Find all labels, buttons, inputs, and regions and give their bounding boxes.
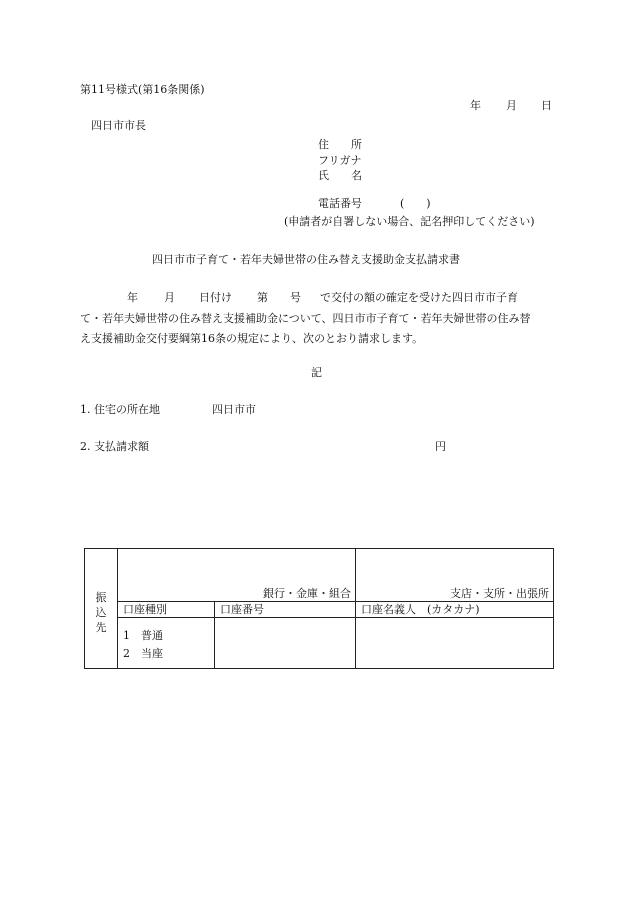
account-number-cell <box>215 618 356 669</box>
date-month-label: 月 <box>506 99 517 112</box>
bank-type-label: 銀行・金庫・組合 <box>263 587 351 600</box>
bank-name-cell <box>118 549 356 602</box>
body-paragraph <box>80 288 552 350</box>
date-year-label: 年 <box>470 99 481 112</box>
signature-note: (申請者が自署しない場合、記名押印してください) <box>284 215 535 228</box>
account-type-ordinary: 1 普通 <box>123 629 163 642</box>
branch-name-cell <box>356 549 554 602</box>
item-amount-label: 2. 支払請求額 <box>80 440 149 453</box>
form-number: 第11号様式(第16条関係) <box>80 83 205 96</box>
account-type-header: 口座種別 <box>118 602 215 618</box>
account-holder-header: 口座名義人 (カタカナ) <box>356 602 554 618</box>
name-label: 氏 名 <box>318 169 362 182</box>
body-line-1: 年 月 日付け 第 号 で交付の額の確定を受けた四日市市子育 <box>127 291 518 304</box>
addressee: 四日市市長 <box>91 119 146 132</box>
date-day-label: 日 <box>541 99 552 112</box>
item-address-label: 1. 住宅の所在地 <box>80 403 160 416</box>
body-line-3: え支援補助金交付要綱第16条の規定により、次のとおり請求します。 <box>80 332 424 345</box>
bank-transfer-table <box>84 548 554 669</box>
document-title: 四日市市子育て・若年夫婦世帯の住み替え支援助金支払請求書 <box>152 253 460 266</box>
branch-type-label: 支店・支所・出張所 <box>450 587 549 600</box>
item-amount-unit: 円 <box>435 440 446 453</box>
transfer-destination-label: 振 込 先 <box>85 549 118 669</box>
furigana-label: フリガナ <box>318 154 362 167</box>
account-holder-cell <box>356 618 554 669</box>
account-type-options <box>118 618 215 669</box>
account-number-header: 口座番号 <box>215 602 356 618</box>
phone-paren: ( ) <box>400 197 431 210</box>
phone-label: 電話番号 <box>318 197 362 210</box>
item-address-value: 四日市市 <box>212 403 256 416</box>
address-label: 住 所 <box>318 138 362 151</box>
account-type-current: 2 当座 <box>123 647 163 660</box>
body-line-2: て・若年夫婦世帯の住み替え支援補助金について、四日市市子育て・若年夫婦世帯の住み替 <box>80 311 531 325</box>
ki-label: 記 <box>311 366 322 379</box>
